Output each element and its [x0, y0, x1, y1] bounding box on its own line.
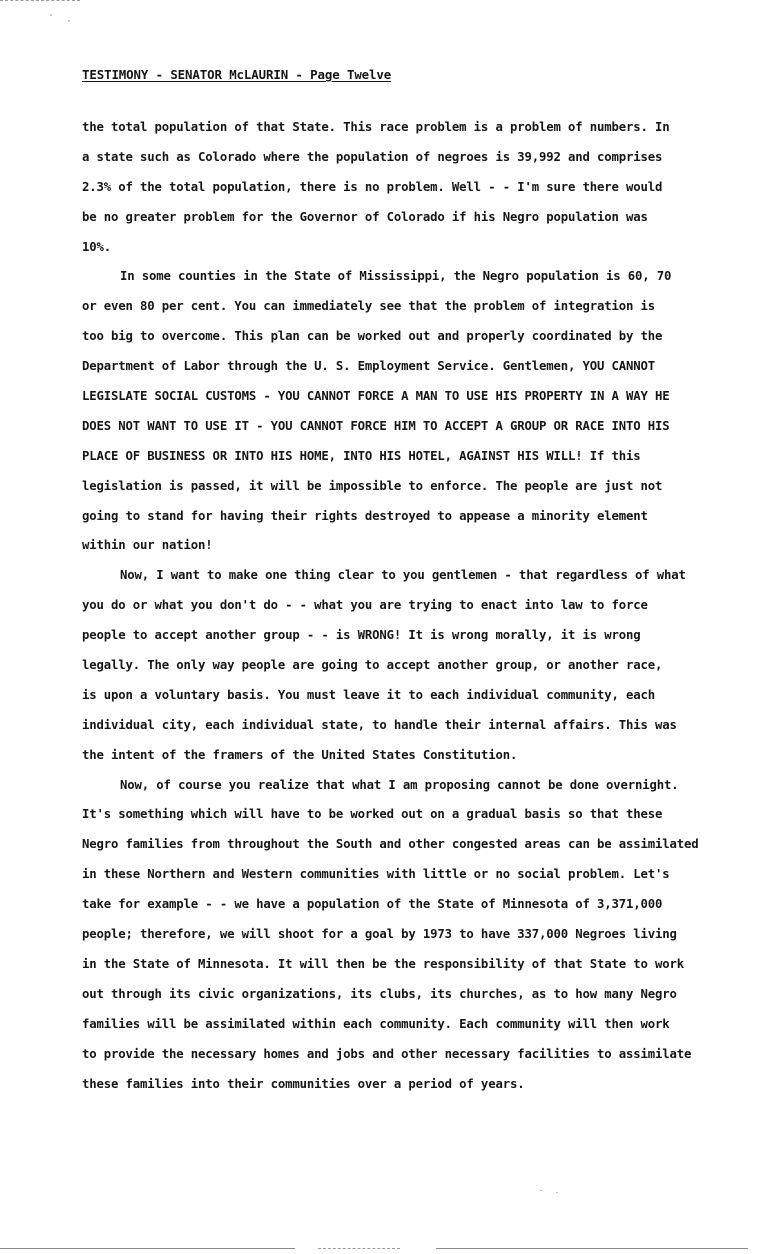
- page-header: TESTIMONY - SENATOR McLAURIN - Page Twelve: [82, 67, 392, 82]
- scan-edge-line: [436, 1248, 748, 1249]
- text-line: 2.3% of the total population, there is no problem. Well - - I'm sure there would: [82, 179, 663, 194]
- scan-edge-line: [0, 1248, 295, 1249]
- text-line: the total population of that State. This race problem is a problem of numbers. In: [82, 120, 670, 134]
- text-line: a state such as Colorado where the population of negroes is 39,992 and comprises: [82, 149, 663, 164]
- text-line: LEGISLATE SOCIAL CUSTOMS - YOU CANNOT FORCE A MAN TO USE HIS PROPERTY IN A WAY HE: [82, 389, 670, 404]
- text-line: take for example - - we have a population of the State of Minnesota of 3,371,000: [82, 897, 663, 912]
- text-line: legislation is passed, it will be impossible to enforce. The people are just not: [82, 478, 663, 493]
- paragraph-first-line: Now, of course you realize that what I am proposing cannot be done overnight.: [120, 777, 679, 792]
- text-line: these families into their communities over a period of years.: [82, 1076, 525, 1091]
- text-line: within our nation!: [82, 538, 213, 553]
- text-line: too big to overcome. This plan can be worked out and properly coordinated by the: [82, 329, 663, 344]
- body-text: [82, 113, 742, 1099]
- text-line: people to accept another group - - is WRONG! It is wrong morally, it is wrong: [82, 628, 641, 643]
- text-line: 10%.: [82, 239, 112, 254]
- text-line: is upon a voluntary basis. You must leave it to each individual community, each: [82, 687, 656, 702]
- scan-speck: [68, 20, 70, 22]
- paragraph-first-line: Now, I want to make one thing clear to you gentlemen - that regardless of what: [120, 568, 686, 583]
- scan-artifact-top: [0, 0, 80, 3]
- text-line: Negro families from throughout the South and other congested areas can be assimilated: [82, 837, 699, 852]
- text-line: individual city, each individual state, to handle their internal affairs. This was: [82, 717, 677, 732]
- paragraph-first-line: In some counties in the State of Mississippi, the Negro population is 60, 70: [120, 269, 672, 284]
- text-line: going to stand for having their rights destroyed to appease a minority element: [82, 508, 648, 523]
- scan-speck: [50, 14, 52, 16]
- text-line: out through its civic organizations, its clubs, its churches, as to how many Negro: [82, 986, 677, 1001]
- text-line: or even 80 per cent. You can immediately see that the problem of integration is: [82, 299, 656, 314]
- text-line: you do or what you don't do - - what you are trying to enact into law to force: [82, 598, 648, 613]
- text-line: Department of Labor through the U. S. Employment Service. Gentlemen, YOU CANNOT: [82, 359, 656, 374]
- text-line: in these Northern and Western communities with little or no social problem. Let's: [82, 867, 670, 882]
- text-line: the intent of the framers of the United States Constitution.: [82, 747, 518, 762]
- text-line: in the State of Minnesota. It will then be the responsibility of that State to work: [82, 956, 685, 971]
- text-line: people; therefore, we will shoot for a goal by 1973 to have 337,000 Negroes living: [82, 927, 677, 942]
- scan-speck: [540, 1190, 542, 1191]
- text-line: legally. The only way people are going to accept another group, or another race,: [82, 658, 663, 673]
- text-line: families will be assimilated within each community. Each community will then work: [82, 1016, 670, 1031]
- text-line: PLACE OF BUSINESS OR INTO HIS HOME, INTO HIS HOTEL, AGAINST HIS WILL! If this: [82, 448, 641, 463]
- scan-speck: [556, 1192, 558, 1193]
- text-line: be no greater problem for the Governor of Colorado if his Negro population was: [82, 209, 648, 224]
- text-line: It's something which will have to be worked out on a gradual basis so that these: [82, 807, 663, 822]
- text-line: DOES NOT WANT TO USE IT - YOU CANNOT FORCE HIM TO ACCEPT A GROUP OR RACE INTO HIS: [82, 418, 670, 433]
- scan-edge-line: [318, 1248, 400, 1249]
- text-line: to provide the necessary homes and jobs and other necessary facilities to assimilate: [82, 1046, 692, 1061]
